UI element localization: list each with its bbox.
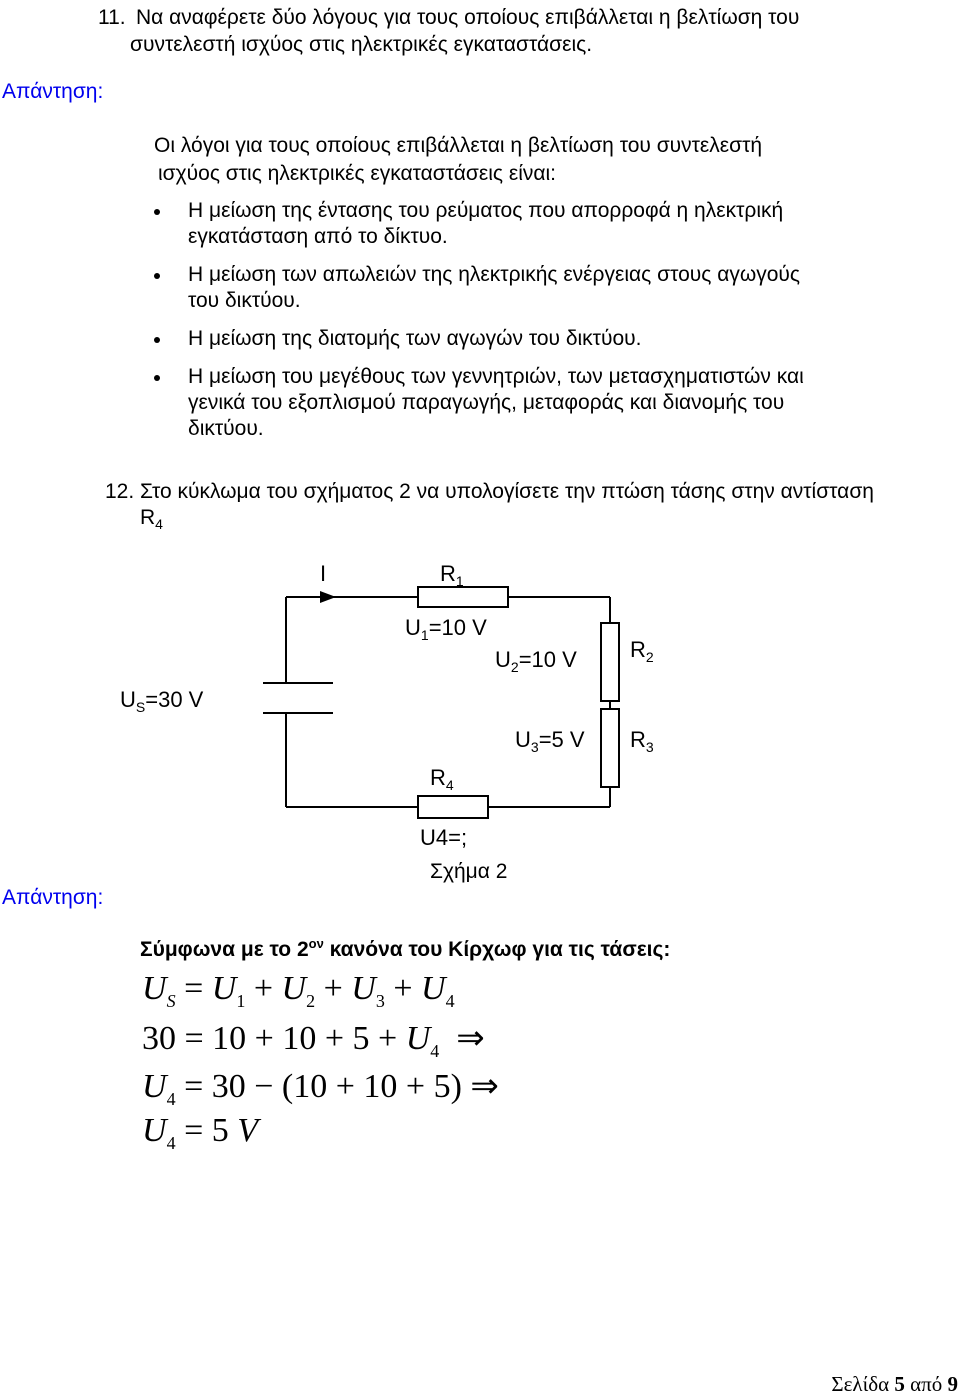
resistor-r2: [601, 623, 619, 701]
list-item-line: Η μείωση της διατομής των αγωγών του δικτύου.: [188, 327, 642, 350]
answer-label: Απάντηση:: [2, 886, 104, 909]
resistor-r3-label: $R_3$: [630, 727, 654, 755]
source-voltage-label: $U_S=30$ V: [120, 687, 204, 715]
reasons-list: [154, 198, 924, 454]
resistor-r4-label: $R_4$: [430, 765, 454, 793]
voltage-u3-label: $U_3=5$ V: [515, 727, 585, 755]
voltage-u2-label: $U_2=10$ V: [495, 647, 577, 675]
circuit-diagram: [100, 555, 720, 855]
resistor-r1: [418, 587, 508, 607]
question-number: 12.: [105, 480, 135, 503]
question-text-line: Να αναφέρετε δύο λόγους για τους οποίους επιβάλλεται η βελτίωση του: [136, 6, 800, 29]
bullet-icon: [154, 375, 160, 381]
answer-intro-line: Οι λόγοι για τους οποίους επιβάλλεται η βελτίωση του συντελεστή: [154, 134, 763, 157]
list-item-line: δικτύου.: [188, 417, 264, 440]
bullet-icon: [154, 273, 160, 279]
resistor-r3: [601, 709, 619, 787]
list-item-line: Η μείωση των απωλειών της ηλεκτρικής ενέργειας στους αγωγούς: [188, 263, 801, 286]
question-text-line: $R_4$: [140, 506, 163, 533]
list-item: [154, 326, 924, 352]
voltage-u1-label: $U_1=10$ V: [405, 615, 487, 643]
list-item-line: Η μείωση της έντασης του ρεύματος που απορροφά η ηλεκτρική: [188, 199, 784, 222]
page-footer: Σελίδα 5 από 9: [831, 1372, 958, 1396]
bullet-icon: [154, 209, 160, 215]
voltage-u4-label: U4=;: [420, 825, 468, 850]
resistor-r1-label: $R_1$: [440, 561, 464, 589]
equation-3: $U_4 = 30 - (10 + 10 + 5)$ ⇒: [142, 1068, 499, 1109]
resistor-r4: [418, 796, 488, 818]
list-item-line: Η μείωση του μεγέθους των γεννητριών, των μετασχηματιστών και: [188, 365, 804, 388]
answer-label: Απάντηση:: [2, 80, 104, 103]
question-number: 11.: [98, 6, 126, 29]
question-text-line: Στο κύκλωμα του σχήματος 2 να υπολογίσετε την πτώση τάσης στην αντίσταση: [140, 480, 874, 503]
list-item: [154, 262, 924, 314]
list-item-line: εγκατάσταση από το δίκτυο.: [188, 225, 448, 248]
equation-4: $U_4 = 5$ V: [142, 1112, 259, 1153]
question-text-line: συντελεστή ισχύος στις ηλεκτρικές εγκαταστάσεις.: [130, 33, 593, 56]
resistor-r2-label: $R_2$: [630, 637, 654, 665]
list-item: [154, 198, 924, 250]
figure-caption: Σχήμα 2: [430, 860, 508, 883]
bullet-icon: [154, 337, 160, 343]
list-item-line: του δικτύου.: [188, 289, 301, 312]
equation-2: $30 = 10 + 10 + 5 + U_4$ ⇒: [142, 1020, 485, 1061]
current-arrow-icon: [320, 591, 336, 603]
kirchhoff-statement: Σύμφωνα με το $2^{o\nu}$ κανόνα του Κίρχωφ για τις τάσεις:: [140, 936, 671, 961]
list-item-line: γενικά του εξοπλισμού παραγωγής, μεταφοράς και διανομής του: [188, 391, 785, 414]
current-label: I: [320, 561, 327, 586]
list-item: [154, 364, 924, 442]
answer-intro-line: ισχύος στις ηλεκτρικές εγκαταστάσεις είναι:: [158, 162, 557, 185]
equation-1: $U_S = U_1 + U_2 + U_3 + U_4$: [142, 970, 455, 1011]
